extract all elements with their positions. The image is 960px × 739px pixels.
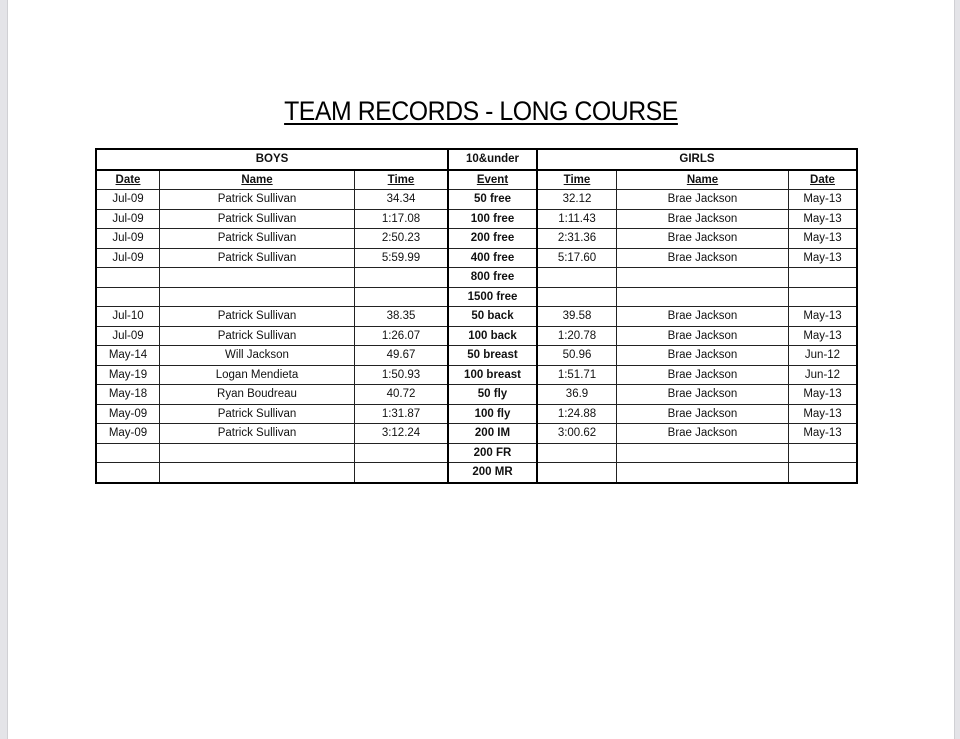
boys-time-cell: 1:50.93: [355, 365, 449, 385]
boys-name-cell: [160, 268, 355, 288]
table-row: [96, 268, 857, 288]
girls-date-cell: May-13: [789, 248, 858, 268]
page-title-text: TEAM RECORDS - LONG COURSE: [284, 96, 678, 126]
girls-name-cell: [617, 443, 789, 463]
girls-time-cell: 1:11.43: [537, 209, 617, 229]
boys-date-cell: Jul-09: [96, 326, 160, 346]
girls-date-cell: [789, 287, 858, 307]
boys-name-cell: Patrick Sullivan: [160, 326, 355, 346]
girls-name-cell: Brae Jackson: [617, 209, 789, 229]
girls-name-cell: [617, 268, 789, 288]
table-row: [96, 287, 857, 307]
table-row: [96, 326, 857, 346]
girls-name-cell: Brae Jackson: [617, 346, 789, 366]
boys-name-cell: Patrick Sullivan: [160, 190, 355, 210]
boys-name-cell: [160, 443, 355, 463]
table-row: [96, 190, 857, 210]
girls-time-cell: 32.12: [537, 190, 617, 210]
girls-name-cell: Brae Jackson: [617, 326, 789, 346]
event-cell: 1500 free: [448, 287, 537, 307]
boys-name-cell: Patrick Sullivan: [160, 248, 355, 268]
boys-name-cell: Patrick Sullivan: [160, 424, 355, 444]
boys-time-cell: 34.34: [355, 190, 449, 210]
girls-date-cell: Jun-12: [789, 346, 858, 366]
girls-time-cell: [537, 463, 617, 483]
girls-date-cell: Jun-12: [789, 365, 858, 385]
boys-time-cell: [355, 463, 449, 483]
boys-time-cell: 38.35: [355, 307, 449, 327]
boys-time-cell: 3:12.24: [355, 424, 449, 444]
records-table: [95, 148, 858, 484]
boys-date-cell: [96, 463, 160, 483]
col-header-event: Event: [448, 170, 537, 190]
girls-time-cell: 1:24.88: [537, 404, 617, 424]
table-row: [96, 424, 857, 444]
boys-name-cell: [160, 287, 355, 307]
event-cell: 200 free: [448, 229, 537, 249]
event-cell: 100 breast: [448, 365, 537, 385]
boys-name-cell: Will Jackson: [160, 346, 355, 366]
boys-date-cell: [96, 287, 160, 307]
table-row: [96, 346, 857, 366]
table-row: [96, 463, 857, 483]
event-cell: 50 breast: [448, 346, 537, 366]
girls-group-header: GIRLS: [537, 149, 857, 170]
records-table-body: [96, 149, 857, 483]
table-row: [96, 404, 857, 424]
boys-date-cell: Jul-09: [96, 190, 160, 210]
girls-name-cell: Brae Jackson: [617, 404, 789, 424]
girls-name-cell: [617, 463, 789, 483]
girls-date-cell: May-13: [789, 190, 858, 210]
girls-name-cell: Brae Jackson: [617, 248, 789, 268]
boys-date-cell: Jul-09: [96, 209, 160, 229]
boys-name-cell: Patrick Sullivan: [160, 404, 355, 424]
boys-name-cell: Patrick Sullivan: [160, 229, 355, 249]
col-header-boys-name: Name: [160, 170, 355, 190]
girls-date-cell: [789, 463, 858, 483]
event-cell: 50 back: [448, 307, 537, 327]
boys-group-header: BOYS: [96, 149, 448, 170]
event-cell: 200 MR: [448, 463, 537, 483]
event-cell: 800 free: [448, 268, 537, 288]
boys-name-cell: Ryan Boudreau: [160, 385, 355, 405]
event-cell: 200 FR: [448, 443, 537, 463]
group-header-row: [96, 149, 857, 170]
table-row: [96, 307, 857, 327]
girls-time-cell: 1:51.71: [537, 365, 617, 385]
boys-time-cell: 1:17.08: [355, 209, 449, 229]
girls-time-cell: 3:00.62: [537, 424, 617, 444]
girls-name-cell: Brae Jackson: [617, 190, 789, 210]
event-cell: 400 free: [448, 248, 537, 268]
girls-name-cell: [617, 287, 789, 307]
table-row: [96, 443, 857, 463]
page-title: [46, 96, 916, 127]
table-row: [96, 248, 857, 268]
girls-date-cell: May-13: [789, 424, 858, 444]
girls-time-cell: [537, 268, 617, 288]
boys-date-cell: Jul-09: [96, 248, 160, 268]
girls-date-cell: [789, 443, 858, 463]
boys-date-cell: May-09: [96, 404, 160, 424]
table-row: [96, 209, 857, 229]
boys-date-cell: May-09: [96, 424, 160, 444]
girls-time-cell: 36.9: [537, 385, 617, 405]
boys-date-cell: [96, 443, 160, 463]
girls-time-cell: 1:20.78: [537, 326, 617, 346]
girls-name-cell: Brae Jackson: [617, 365, 789, 385]
boys-time-cell: [355, 443, 449, 463]
column-header-row: [96, 170, 857, 190]
boys-time-cell: 2:50.23: [355, 229, 449, 249]
col-header-boys-time: Time: [355, 170, 449, 190]
boys-time-cell: 49.67: [355, 346, 449, 366]
document-page: [7, 0, 955, 739]
table-row: [96, 229, 857, 249]
boys-name-cell: [160, 463, 355, 483]
girls-time-cell: [537, 443, 617, 463]
boys-time-cell: 40.72: [355, 385, 449, 405]
girls-time-cell: 5:17.60: [537, 248, 617, 268]
girls-date-cell: May-13: [789, 229, 858, 249]
boys-name-cell: Logan Mendieta: [160, 365, 355, 385]
girls-time-cell: 39.58: [537, 307, 617, 327]
boys-time-cell: [355, 268, 449, 288]
age-group-header: 10&under: [448, 149, 537, 170]
girls-date-cell: May-13: [789, 209, 858, 229]
boys-time-cell: 5:59.99: [355, 248, 449, 268]
girls-name-cell: Brae Jackson: [617, 385, 789, 405]
event-cell: 100 free: [448, 209, 537, 229]
boys-date-cell: Jul-09: [96, 229, 160, 249]
table-row: [96, 385, 857, 405]
col-header-girls-time: Time: [537, 170, 617, 190]
boys-date-cell: May-19: [96, 365, 160, 385]
girls-date-cell: May-13: [789, 326, 858, 346]
girls-time-cell: [537, 287, 617, 307]
girls-date-cell: [789, 268, 858, 288]
girls-time-cell: 50.96: [537, 346, 617, 366]
girls-name-cell: Brae Jackson: [617, 229, 789, 249]
boys-time-cell: 1:26.07: [355, 326, 449, 346]
boys-date-cell: May-18: [96, 385, 160, 405]
event-cell: 100 back: [448, 326, 537, 346]
col-header-boys-date: Date: [96, 170, 160, 190]
col-header-girls-name: Name: [617, 170, 789, 190]
boys-time-cell: 1:31.87: [355, 404, 449, 424]
girls-name-cell: Brae Jackson: [617, 307, 789, 327]
girls-date-cell: May-13: [789, 385, 858, 405]
boys-time-cell: [355, 287, 449, 307]
boys-date-cell: Jul-10: [96, 307, 160, 327]
event-cell: 100 fly: [448, 404, 537, 424]
event-cell: 200 IM: [448, 424, 537, 444]
col-header-girls-date: Date: [789, 170, 858, 190]
girls-time-cell: 2:31.36: [537, 229, 617, 249]
boys-date-cell: May-14: [96, 346, 160, 366]
girls-date-cell: May-13: [789, 404, 858, 424]
boys-date-cell: [96, 268, 160, 288]
boys-name-cell: Patrick Sullivan: [160, 307, 355, 327]
girls-date-cell: May-13: [789, 307, 858, 327]
event-cell: 50 fly: [448, 385, 537, 405]
girls-name-cell: Brae Jackson: [617, 424, 789, 444]
boys-name-cell: Patrick Sullivan: [160, 209, 355, 229]
event-cell: 50 free: [448, 190, 537, 210]
table-row: [96, 365, 857, 385]
